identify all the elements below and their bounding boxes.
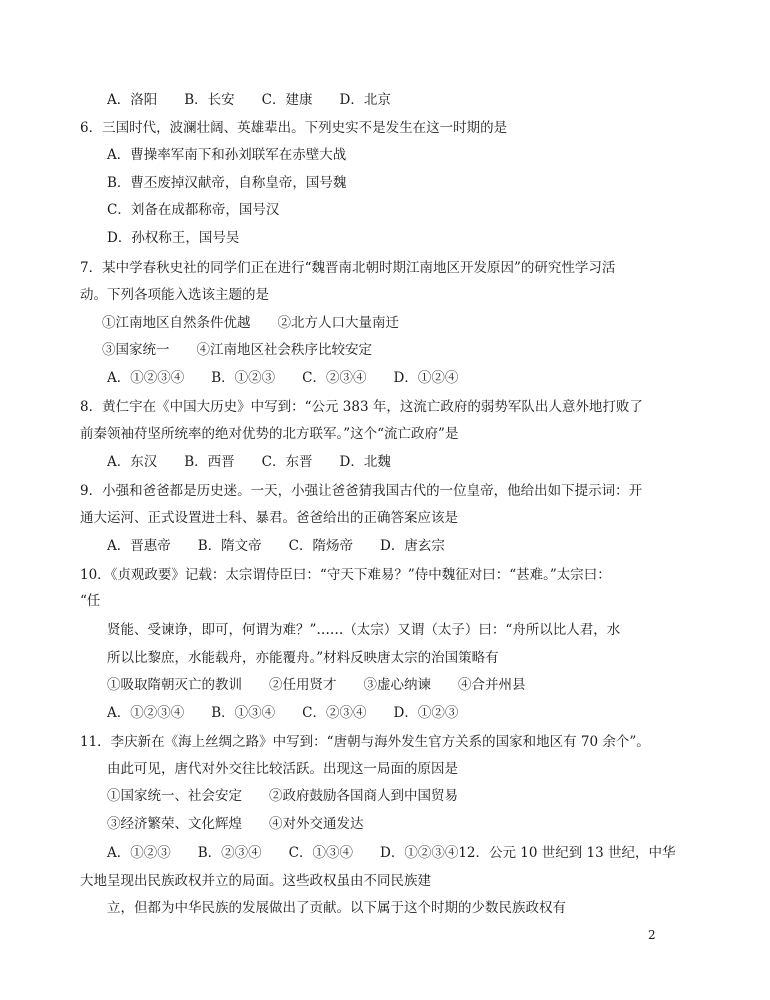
- q6-option-d: D．孙权称王，国号吴: [107, 230, 240, 246]
- q8-options: A．东汉 B．西晋 C．东晋 D．北魏: [107, 454, 391, 470]
- q10-stem-line2: “任: [80, 593, 101, 609]
- q11-items-line1: ①国家统一、社会安定 ②政府鼓励各国商人到中国贸易: [107, 788, 458, 804]
- q7-items-line1: ①江南地区自然条件优越 ②北方人口大量南迁: [102, 315, 399, 331]
- q6-stem: 6．三国时代，波澜壮阔、英雄辈出。下列史实不是发生在这一时期的是: [80, 120, 508, 136]
- page-number: 2: [648, 928, 656, 942]
- q6-option-a: A．曹操率军南下和孙刘联军在赤壁大战: [107, 147, 347, 163]
- q7-items-line2: ③国家统一 ④江南地区社会秩序比较安定: [102, 342, 372, 358]
- q12-stem-line3: 立，但都为中华民族的发展做出了贡献。以下属于这个时期的少数民族政权有: [107, 900, 566, 916]
- q11-options-q12-stem: A．①②③ B．②③④ C．①③④ D．①②③④12．公元 10 世纪到 13 世纪，中华: [107, 845, 676, 861]
- q5-options: A．洛阳 B．长安 C．建康 D．北京: [107, 92, 391, 108]
- q7-stem-line2: 动。下列各项能入选该主题的是: [80, 287, 269, 303]
- q8-stem-line1: 8．黄仁宇在《中国大历史》中写到：“公元 383 年，这流亡政府的弱势军队出人意外地打败了: [80, 399, 643, 415]
- q12-stem-line2: 大地呈现出民族政权并立的局面。这些政权虽由不同民族建: [80, 873, 431, 889]
- q6-option-b: B．曹丕废掉汉献帝，自称皇帝，国号魏: [107, 175, 347, 191]
- q9-stem-line2: 通大运河、正式设置进士科、暴君。爸爸给出的正确答案应该是: [80, 510, 458, 526]
- q10-stem-line4: 所以比黎庶，水能载舟，亦能覆舟。”材料反映唐太宗的治国策略有: [107, 650, 499, 666]
- q11-stem-line2: 由此可见，唐代对外交往比较活跃。出现这一局面的原因是: [107, 761, 458, 777]
- q11-stem-line1: 11．李庆新在《海上丝绸之路》中写到：“唐朝与海外发生官方关系的国家和地区有 70 余个”。: [80, 734, 650, 750]
- q6-option-c: C．刘备在成都称帝，国号汉: [107, 202, 280, 218]
- q11-items-line2: ③经济繁荣、文化辉煌 ④对外交通发达: [107, 816, 364, 832]
- q7-options: A．①②③④ B．①②③ C．②③④ D．①②④: [107, 370, 459, 386]
- q9-stem-line1: 9．小强和爸爸都是历史迷。一天，小强让爸爸猜我国古代的一位皇帝，他给出如下提示词：开: [80, 483, 643, 499]
- q7-stem-line1: 7．某中学春秋史社的同学们正在进行“魏晋南北朝时期江南地区开发原因”的研究性学习活: [80, 260, 616, 276]
- q10-options: A．①②③④ B．①③④ C．②③④ D．①②③: [107, 705, 459, 721]
- q9-options: A．晋惠帝 B．隋文帝 C．隋炀帝 D．唐玄宗: [107, 538, 445, 554]
- q10-stem-line1: 10．《贞观政要》记载：太宗谓侍臣曰：“守天下难易？”侍中魏征对曰：“甚难。”太宗曰：: [80, 567, 611, 583]
- q10-items: ①吸取隋朝灭亡的教训 ②任用贤才 ③虚心纳谏 ④合并州县: [107, 677, 526, 693]
- q10-stem-line3: 贤能、受谏诤，即可，何谓为难？”……（太宗）又谓（太子）曰：“舟所以比人君，水: [107, 622, 621, 638]
- q8-stem-line2: 前秦领袖苻坚所统率的绝对优势的北方联军。”这个“流亡政府”是: [80, 426, 459, 442]
